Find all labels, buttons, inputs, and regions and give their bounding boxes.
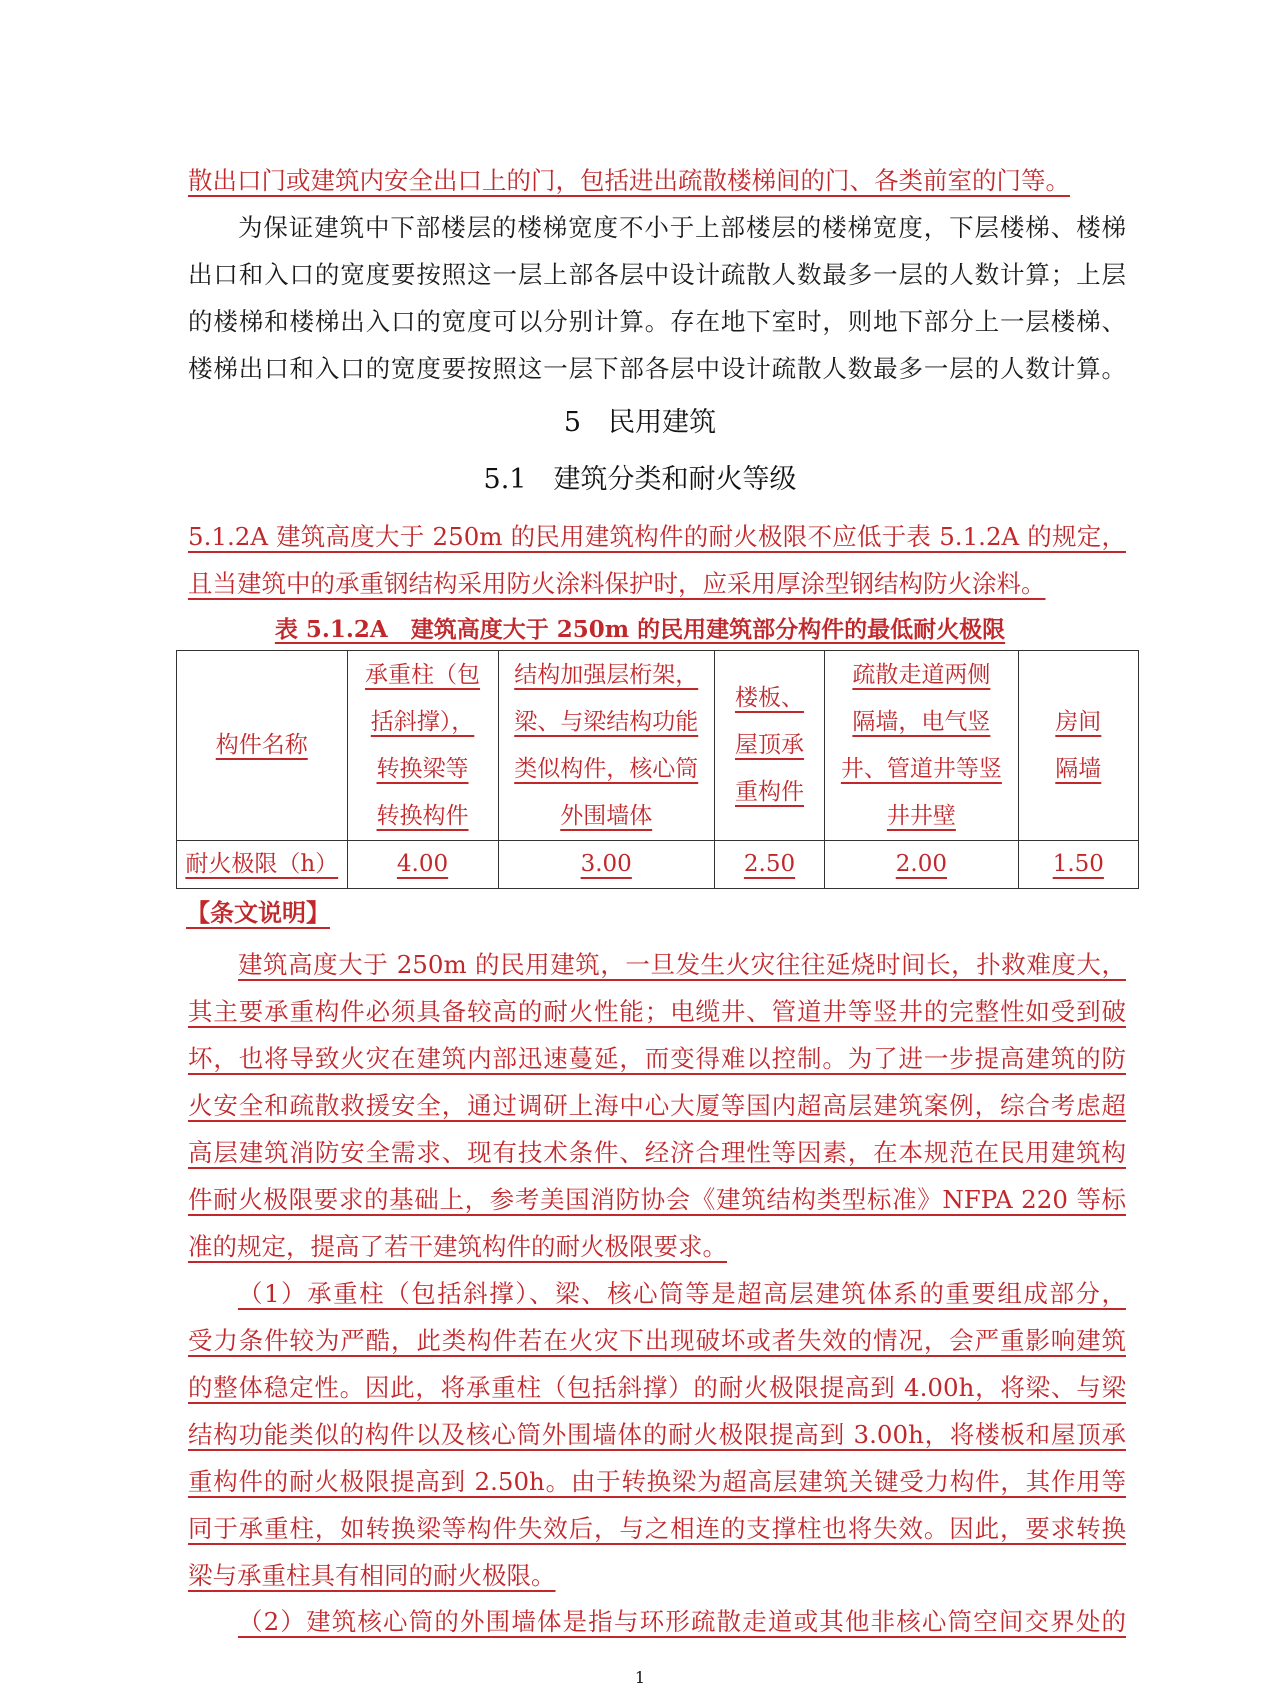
value-text: 2.50 (743, 851, 796, 877)
header-text: 重构件 (735, 779, 805, 805)
value-cell (498, 841, 714, 889)
line-text: 准的规定，提高了若干建筑构件的耐火极限要求。 (188, 1232, 727, 1261)
header-cell (347, 651, 498, 841)
chapter-heading: 5 民用建筑 (563, 407, 717, 438)
header-text: 屋顶承 (735, 732, 805, 758)
text-line (188, 1364, 1126, 1411)
header-text: 井、管道井等竖 (840, 755, 1002, 782)
value-cell (347, 841, 498, 889)
line-text: 重构件的耐火极限提高到 2.50h。由于转换梁为超高层建筑关键受力构件，其作用等 (188, 1467, 1126, 1496)
header-text: 楼板、 (735, 685, 805, 711)
text-line (238, 204, 1126, 251)
line-text: 且当建筑中的承重钢结构采用防火涂料保护时，应采用厚涂型钢结构防火涂料。 (188, 569, 1046, 598)
header-text: 疏散走道两侧 (852, 661, 991, 688)
line-text: 坏，也将导致火灾在建筑内部迅速蔓延，而变得难以控制。为了进一步提高建筑的防 (188, 1044, 1126, 1073)
header-text: 承重柱（包 (365, 661, 481, 688)
text-line (188, 1411, 1126, 1458)
row-label-cell (177, 841, 348, 889)
text-line (188, 345, 1126, 392)
line-text: 的整体稳定性。因此，将承重柱（包括斜撑）的耐火极限提高到 4.00h，将梁、与梁 (188, 1373, 1126, 1402)
text-line (188, 1505, 1126, 1552)
row-label: 耐火极限（h） (185, 851, 339, 877)
text-line (238, 1598, 1126, 1645)
header-cell (177, 651, 348, 841)
text-line (188, 513, 1126, 560)
text-line (188, 1552, 1126, 1599)
line-text: 同于承重柱，如转换梁等构件失效后，与之相连的支撑柱也将失效。因此，要求转换 (188, 1514, 1126, 1543)
header-cell (714, 651, 824, 841)
text-line (188, 1223, 1126, 1270)
line-text: （2）建筑核心筒的外围墙体是指与环形疏散走道或其他非核心筒空间交界处的 (238, 1607, 1126, 1636)
line-text: 其主要承重构件必须具备较高的耐火性能；电缆井、管道井等竖井的完整性如受到破 (188, 997, 1126, 1026)
value-cell (714, 841, 824, 889)
header-text: 结构加强层桁架， (514, 661, 699, 688)
text-line (188, 1458, 1126, 1505)
header-text: 类似构件，核心筒 (514, 755, 699, 782)
text-line (188, 251, 1126, 298)
value-cell (825, 841, 1018, 889)
text-line (188, 1176, 1126, 1223)
value-text: 4.00 (396, 851, 449, 877)
text-line (188, 1317, 1126, 1364)
header-cell (1018, 651, 1138, 841)
header-text: 井井壁 (886, 802, 956, 829)
line-text: 结构功能类似的构件以及核心筒外围墙体的耐火极限提高到 3.00h，将楼板和屋顶承 (188, 1420, 1126, 1449)
line-text: 散出口门或建筑内安全出口上的门，包括进出疏散楼梯间的门、各类前室的门等。 (188, 166, 1070, 195)
header-text: 转换梁等 (376, 755, 469, 782)
header-cell (498, 651, 714, 841)
header-text: 括斜撑）， (370, 708, 475, 735)
line-text: 为保证建筑中下部楼层的楼梯宽度不小于上部楼层的楼梯宽度，下层楼梯、楼梯 (238, 213, 1126, 242)
line-text: 受力条件较为严酷，此类构件若在火灾下出现破坏或者失效的情况，会严重影响建筑 (188, 1326, 1126, 1355)
line-text: 高层建筑消防安全需求、现有技术条件、经济合理性等因素，在本规范在民用建筑构 (188, 1138, 1126, 1167)
page-number: 1 (634, 1668, 646, 1687)
text-line (238, 1270, 1126, 1317)
table-caption (0, 611, 1280, 644)
line-text: 楼梯出口和入口的宽度要按照这一层下部各层中设计疏散人数最多一层的人数计算。 (188, 354, 1126, 383)
table-value-row (177, 841, 1139, 889)
line-text: 建筑高度大于 250m 的民用建筑，一旦发生火灾往往延烧时间长，扑救难度大， (238, 950, 1126, 979)
value-text: 2.00 (895, 851, 947, 877)
text-line (188, 1129, 1126, 1176)
section-heading: 5.1 建筑分类和耐火等级 (483, 464, 797, 495)
text-line (188, 988, 1126, 1035)
text-line (238, 941, 1126, 988)
header-cell (825, 651, 1018, 841)
line-text: 件耐火极限要求的基础上，参考美国消防协会《建筑结构类型标准》NFPA 220 等标 (188, 1185, 1126, 1214)
header-text: 转换构件 (376, 802, 469, 829)
value-text: 1.50 (1052, 851, 1104, 877)
note-title: 【条文说明】 (186, 898, 330, 927)
text-line (188, 560, 1126, 607)
line-text: 5.1.2A 建筑高度大于 250m 的民用建筑构件的耐火极限不应低于表 5.1.2A 的规定， (188, 522, 1126, 551)
value-cell (1018, 841, 1138, 889)
header-text: 外围墙体 (560, 802, 653, 829)
fire-resistance-table (176, 650, 1139, 889)
header-text: 隔墙 (1055, 755, 1102, 782)
text-line (188, 298, 1126, 345)
header-text: 隔墙，电气竖 (852, 708, 991, 735)
line-text: 火安全和疏散救援安全，通过调研上海中心大厦等国内超高层建筑案例，综合考虑超 (188, 1091, 1126, 1120)
line-text: 梁与承重柱具有相同的耐火极限。 (188, 1561, 556, 1590)
header-text: 梁、与梁结构功能 (514, 708, 699, 735)
text-line (188, 157, 1126, 204)
header-text: 房间 (1055, 708, 1102, 735)
table-header-row (177, 651, 1139, 841)
line-text: 出口和入口的宽度要按照这一层上部各层中设计疏散人数最多一层的人数计算；上层 (188, 260, 1126, 289)
value-text: 3.00 (580, 851, 632, 877)
line-text: 的楼梯和楼梯出入口的宽度可以分别计算。存在地下室时，则地下部分上一层楼梯、 (188, 307, 1126, 336)
text-line (188, 1082, 1126, 1129)
caption-text: 表 5.1.2A 建筑高度大于 250m 的民用建筑部分构件的最低耐火极限 (274, 616, 1006, 643)
header-text: 构件名称 (215, 732, 308, 758)
line-text: （1）承重柱（包括斜撑）、梁、核心筒等是超高层建筑体系的重要组成部分， (238, 1279, 1126, 1308)
text-line (188, 1035, 1126, 1082)
